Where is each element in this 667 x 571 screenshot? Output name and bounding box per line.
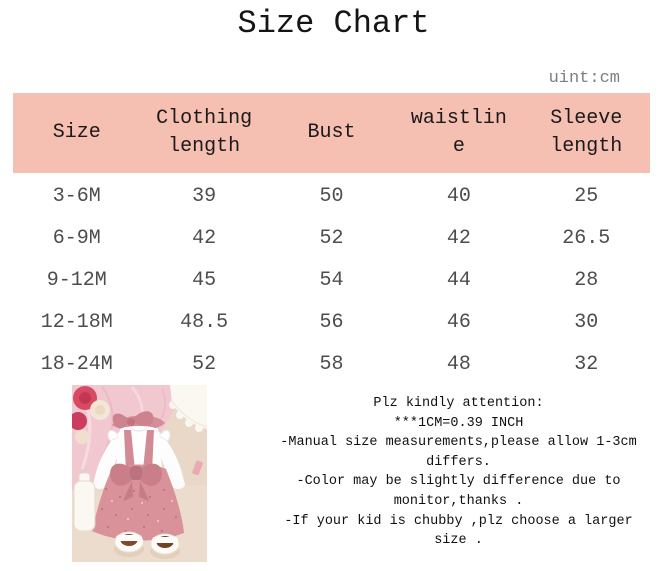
size-table-body <box>13 175 650 385</box>
page-title: Size Chart <box>237 5 430 42</box>
cell-waistline: 48 <box>446 352 471 376</box>
cell-clothing-length: 45 <box>192 268 217 292</box>
col-header-bust <box>268 119 395 147</box>
cell-sleeve-length: 30 <box>574 310 599 334</box>
cell-size: 18-24M <box>40 352 113 376</box>
table-row <box>13 259 650 301</box>
cell-sleeve-length: 32 <box>574 352 599 376</box>
cell-waistline: 42 <box>446 226 471 250</box>
cell-clothing-length: 48.5 <box>180 310 229 334</box>
attention-notes <box>270 394 647 551</box>
note-line: differs. <box>426 454 491 470</box>
cell-bust: 52 <box>319 226 344 250</box>
size-table <box>13 93 650 385</box>
cell-size: 6-9M <box>52 226 101 250</box>
cell-sleeve-length: 26.5 <box>562 226 611 250</box>
note-line: Plz kindly attention: <box>373 396 544 411</box>
cell-clothing-length: 52 <box>192 352 217 376</box>
cell-waistline: 46 <box>446 310 471 334</box>
cell-size: 3-6M <box>52 184 101 208</box>
cell-size: 12-18M <box>40 310 113 334</box>
note-line: -Manual size measurements,please allow 1-3cm <box>280 435 637 451</box>
col-header-clothing-length <box>140 105 267 161</box>
bottle <box>74 473 95 531</box>
col-header-size <box>13 119 140 147</box>
product-photo <box>72 385 207 562</box>
note-line: size . <box>434 533 483 549</box>
cell-clothing-length: 42 <box>192 226 217 250</box>
cell-bust: 50 <box>319 184 344 208</box>
table-row <box>13 175 650 217</box>
cell-bust: 56 <box>319 310 344 334</box>
product-photo-illustration <box>72 385 207 562</box>
col-header-waistline <box>395 105 522 161</box>
cell-bust: 54 <box>319 268 344 292</box>
cell-sleeve-length: 28 <box>574 268 599 292</box>
col-header-waistline-label: waistline <box>410 107 507 158</box>
col-header-size-label: Size <box>52 121 101 144</box>
note-line: ***1CM=0.39 INCH <box>393 415 524 431</box>
unit-label: uint:cm <box>548 69 620 88</box>
cell-waistline: 44 <box>446 268 471 292</box>
cell-sleeve-length: 25 <box>574 184 599 208</box>
cell-waistline: 40 <box>446 184 471 208</box>
table-row <box>13 217 650 259</box>
col-header-sleeve-length-label: Sleeve length <box>550 107 623 158</box>
size-table-header-row <box>13 93 650 173</box>
note-line: -Color may be slightly difference due to <box>296 474 621 490</box>
col-header-bust-label: Bust <box>307 121 356 144</box>
note-line: monitor,thanks . <box>393 493 524 509</box>
cell-clothing-length: 39 <box>192 184 217 208</box>
table-row <box>13 301 650 343</box>
col-header-sleeve-length <box>523 105 650 161</box>
note-line: -If your kid is chubby ,plz choose a larger <box>284 513 633 529</box>
cell-bust: 58 <box>319 352 344 376</box>
cell-size: 9-12M <box>46 268 107 292</box>
col-header-clothing-length-label: Clothing length <box>156 107 253 158</box>
table-row <box>13 343 650 385</box>
